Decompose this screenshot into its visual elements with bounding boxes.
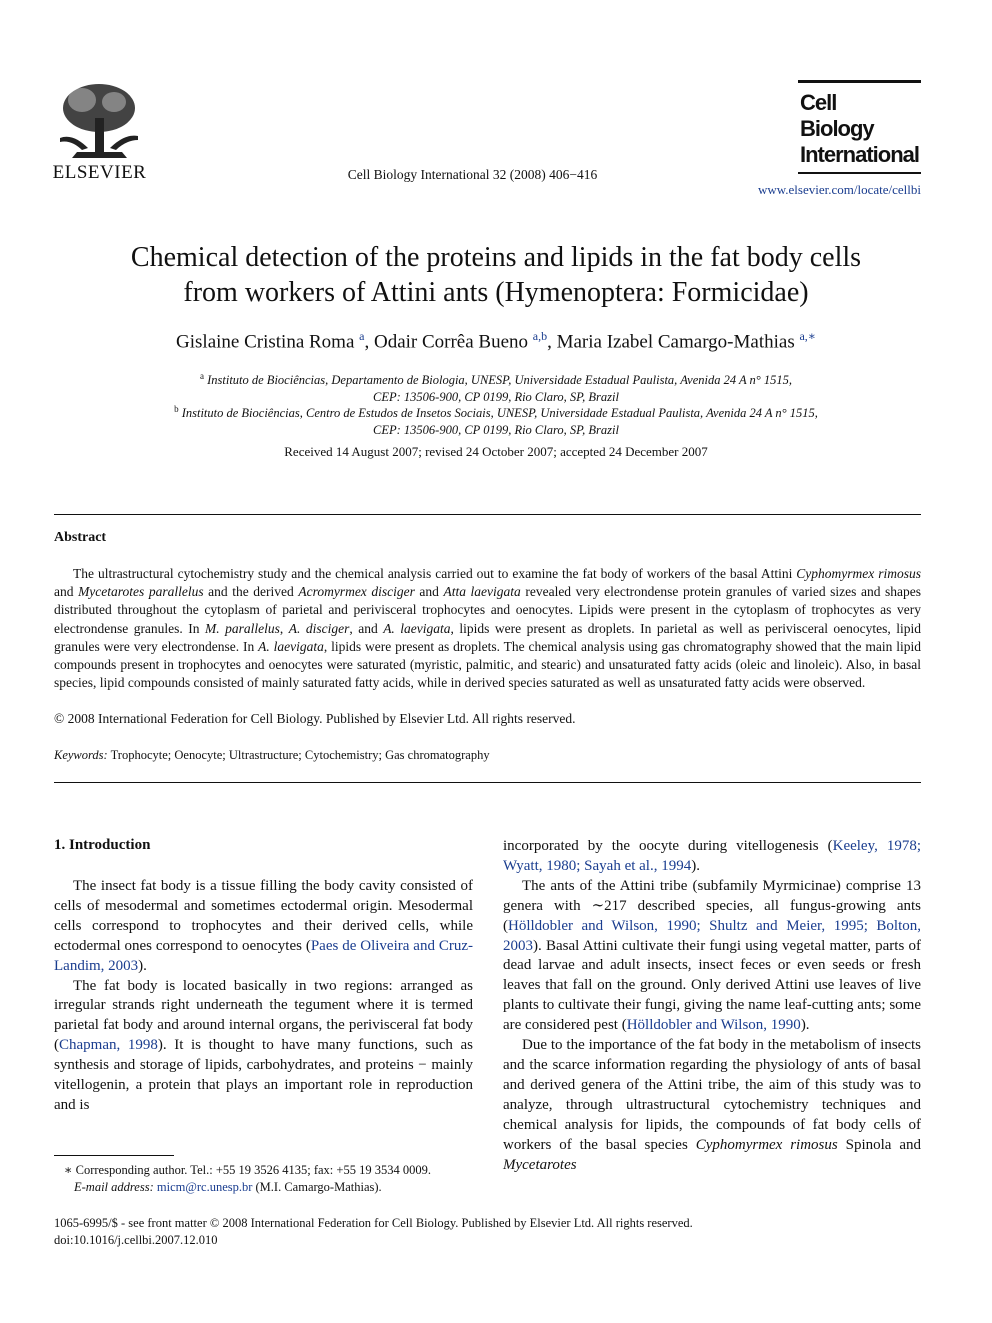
affiliation-line: CEP: 13506-900, CP 0199, Rio Claro, SP, Brazil — [373, 390, 619, 405]
title-line-1: Chemical detection of the proteins and lipids in the fat body cells — [130, 242, 862, 273]
citation-link[interactable]: Paes de Oliveira and Cruz-Landim, 2003 — [54, 937, 473, 974]
abstract-heading: Abstract — [54, 530, 107, 545]
abstract-body — [54, 565, 921, 692]
author-affiliation-link[interactable]: a — [359, 329, 365, 343]
author-list: Gislaine Cristina Roma $^a$, Odair Corrêa Bueno $^{a,b}$, Maria Izabel Camargo-Mathias $^{a,∗}$ — [176, 329, 816, 353]
footnote-line: ∗ Corresponding author. Tel.: +55 19 3526 4135; fax: +55 19 3534 0009. — [64, 1163, 431, 1177]
corresponding-author-footnote — [54, 1162, 474, 1196]
affiliation-line: Instituto de Biociências, Departamento de Biologia, UNESP, Universidade Estadual Paulista, Avenida 24 A n° 1515, — [207, 373, 793, 388]
abstract-top-rule — [54, 514, 921, 515]
article-title — [60, 240, 932, 310]
email-owner: (M.I. Camargo-Mathias). — [252, 1180, 382, 1194]
citation-link[interactable]: Hölldobler and Wilson, 1990 — [626, 1017, 801, 1034]
author-name: Gislaine Cristina Roma — [176, 331, 355, 353]
keywords — [54, 748, 921, 763]
author-name: Odair Corrêa Bueno — [373, 331, 529, 353]
journal-brand — [800, 90, 925, 168]
journal-url-link[interactable]: www.elsevier.com/locate/cellbi — [757, 182, 921, 197]
title-line-2: from workers of Attini ants (Hymenoptera: Formicidae) — [183, 277, 809, 308]
section-heading-introduction: 1. Introduction — [54, 837, 151, 853]
affiliation-line: CEP: 13506-900, CP 0199, Rio Claro, SP, Brazil — [373, 423, 619, 438]
citation-link[interactable]: Keeley, 1978; Wyatt, 1980; Sayah et al., 1994 — [503, 838, 922, 874]
publisher-name: ELSEVIER — [52, 162, 147, 183]
brand-rule-top — [798, 80, 921, 83]
affiliation-b — [60, 401, 932, 439]
email-label: E-mail address: — [74, 1180, 154, 1194]
author-affiliation-link[interactable]: a,∗ — [799, 329, 816, 343]
email-link[interactable]: micm@rc.unesp.br — [156, 1180, 253, 1194]
journal-citation: Cell Biology International 32 (2008) 406−416 — [347, 167, 598, 182]
front-matter-line: 1065-6995/$ - see front matter © 2008 International Federation for Cell Biology. Published by Elsevier Ltd. All rights reserved. — [54, 1216, 693, 1230]
brand-line-2: Biology — [800, 116, 874, 141]
body-paragraph: Due to the importance of the fat body in the metabolism of insects and the scarce information regarding the physiology of ants of basal and derived genera of the Attini tribe, the aim of this study was to analyze, through ultrastructural cytochemistry techniques and chemical analysis for lipids, the compounds of fat body cells of workers of the basal species Cyphomyrmex rimosus Spinola and Mycetarotes — [503, 1037, 922, 1173]
doi-line: doi:10.1016/j.cellbi.2007.12.010 — [54, 1233, 218, 1247]
author-affiliation-link[interactable]: a,b — [532, 329, 548, 343]
body-column-right — [503, 837, 921, 1175]
body-paragraph: incorporated by the oocyte during vitellogenesis (Keeley, 1978; Wyatt, 1980; Sayah et al., 1994). — [503, 838, 922, 874]
body-column-left — [54, 877, 473, 1116]
affiliation-mark: b — [174, 404, 179, 414]
brand-line-3: International — [800, 142, 920, 167]
affiliation-line: Instituto de Biociências, Centro de Estudos de Insetos Sociais, UNESP, Universidade Estadual Paulista, Avenida 24 A n° 1515, — [181, 406, 818, 421]
page-footer — [54, 1215, 921, 1249]
received-dates: Received 14 August 2007; revised 24 October 2007; accepted 24 December 2007 — [284, 444, 708, 459]
abstract-bottom-rule — [54, 782, 921, 783]
body-paragraph: The fat body is located basically in two regions: arranged as irregular strands right underneath the tegument where it is termed parietal fat body and around internal organs, the perivisceral fat body (Chapman, 1998). It is thought to have many functions, such as synthesis and storage of lipids, carbohydrates, and proteins − mainly vitellogenin, a protein that plays an important role in reproduction and is — [54, 977, 473, 1113]
abstract-paragraph: The ultrastructural cytochemistry study and the chemical analysis carried out to examine the fat body of workers of the basal Attini Cyphomyrmex rimosus and Mycetarotes parallelus and the derived Acromyrmex disciger and Atta laevigata revealed very electrondense protein granules of varied sizes and shapes distributed throughout the cytoplasm of parietal and perivisceral trophocytes and oenocytes. Lipids were present in the cytoplasm of trophocytes as very electrondense granules. In M. parallelus, A. disciger, and A. laevigata, lipids were present as droplets. In parietal as well as perivisceral oenocytes, lipid granules were very electrondense. In A. laevigata, lipids were present as droplets. The chemical analysis using gas chromatography showed that the main lipid compounds present in trophocytes and oenocytes were saturated (myristic, palmitic, and stearic) and unsaturated fatty acids (oleic and linoleic). Also, in basal species, lipid compounds consisted of mainly saturated fatty acids, while in derived species saturated as well as unsaturated fatty acids were observed. — [54, 566, 922, 691]
brand-rule-bottom — [798, 172, 921, 174]
affiliation-mark: a — [199, 371, 204, 381]
keywords-text: Trophocyte; Oenocyte; Ultrastructure; Cytochemistry; Gas chromatography — [107, 748, 490, 762]
citation-link[interactable]: Chapman, 1998 — [59, 1037, 158, 1054]
abstract-copyright: © 2008 International Federation for Cell Biology. Published by Elsevier Ltd. All rights reserved. — [54, 711, 576, 726]
footnote-rule — [54, 1155, 174, 1156]
brand-line-1: Cell — [800, 90, 837, 115]
citation-link[interactable]: Hölldobler and Wilson, 1990; Shultz and Meier, 1995; Bolton, 2003 — [503, 917, 921, 954]
author-name: Maria Izabel Camargo-Mathias — [556, 331, 795, 353]
body-paragraph: The ants of the Attini tribe (subfamily Myrmicinae) comprise 13 genera with ∼217 described species, all fungus-growing ants (Hölldobler and Wilson, 1990; Shultz and Meier, 1995; Bolton, 2003). Basal Attini cultivate their fungi using vegetal matter, parts of dead larvae and adult insects, insect feces or even seeds or fresh leaves that fall on the ground. Only derived Attini use leaves of live plants to cultivate their fungi, giving the name leaf-cutting ants; some are considered pest (Hölldobler and Wilson, 1990). — [503, 877, 921, 1034]
body-paragraph: The insect fat body is a tissue filling the body cavity consisted of cells of mesodermal and sometimes ectodermal origin. Mesodermal cells correspond to trophocytes and their derived cells, while ectodermal ones correspond to oenocytes (Paes de Oliveira and Cruz-Landim, 2003). — [54, 878, 473, 974]
keywords-label: Keywords: — [54, 748, 108, 762]
